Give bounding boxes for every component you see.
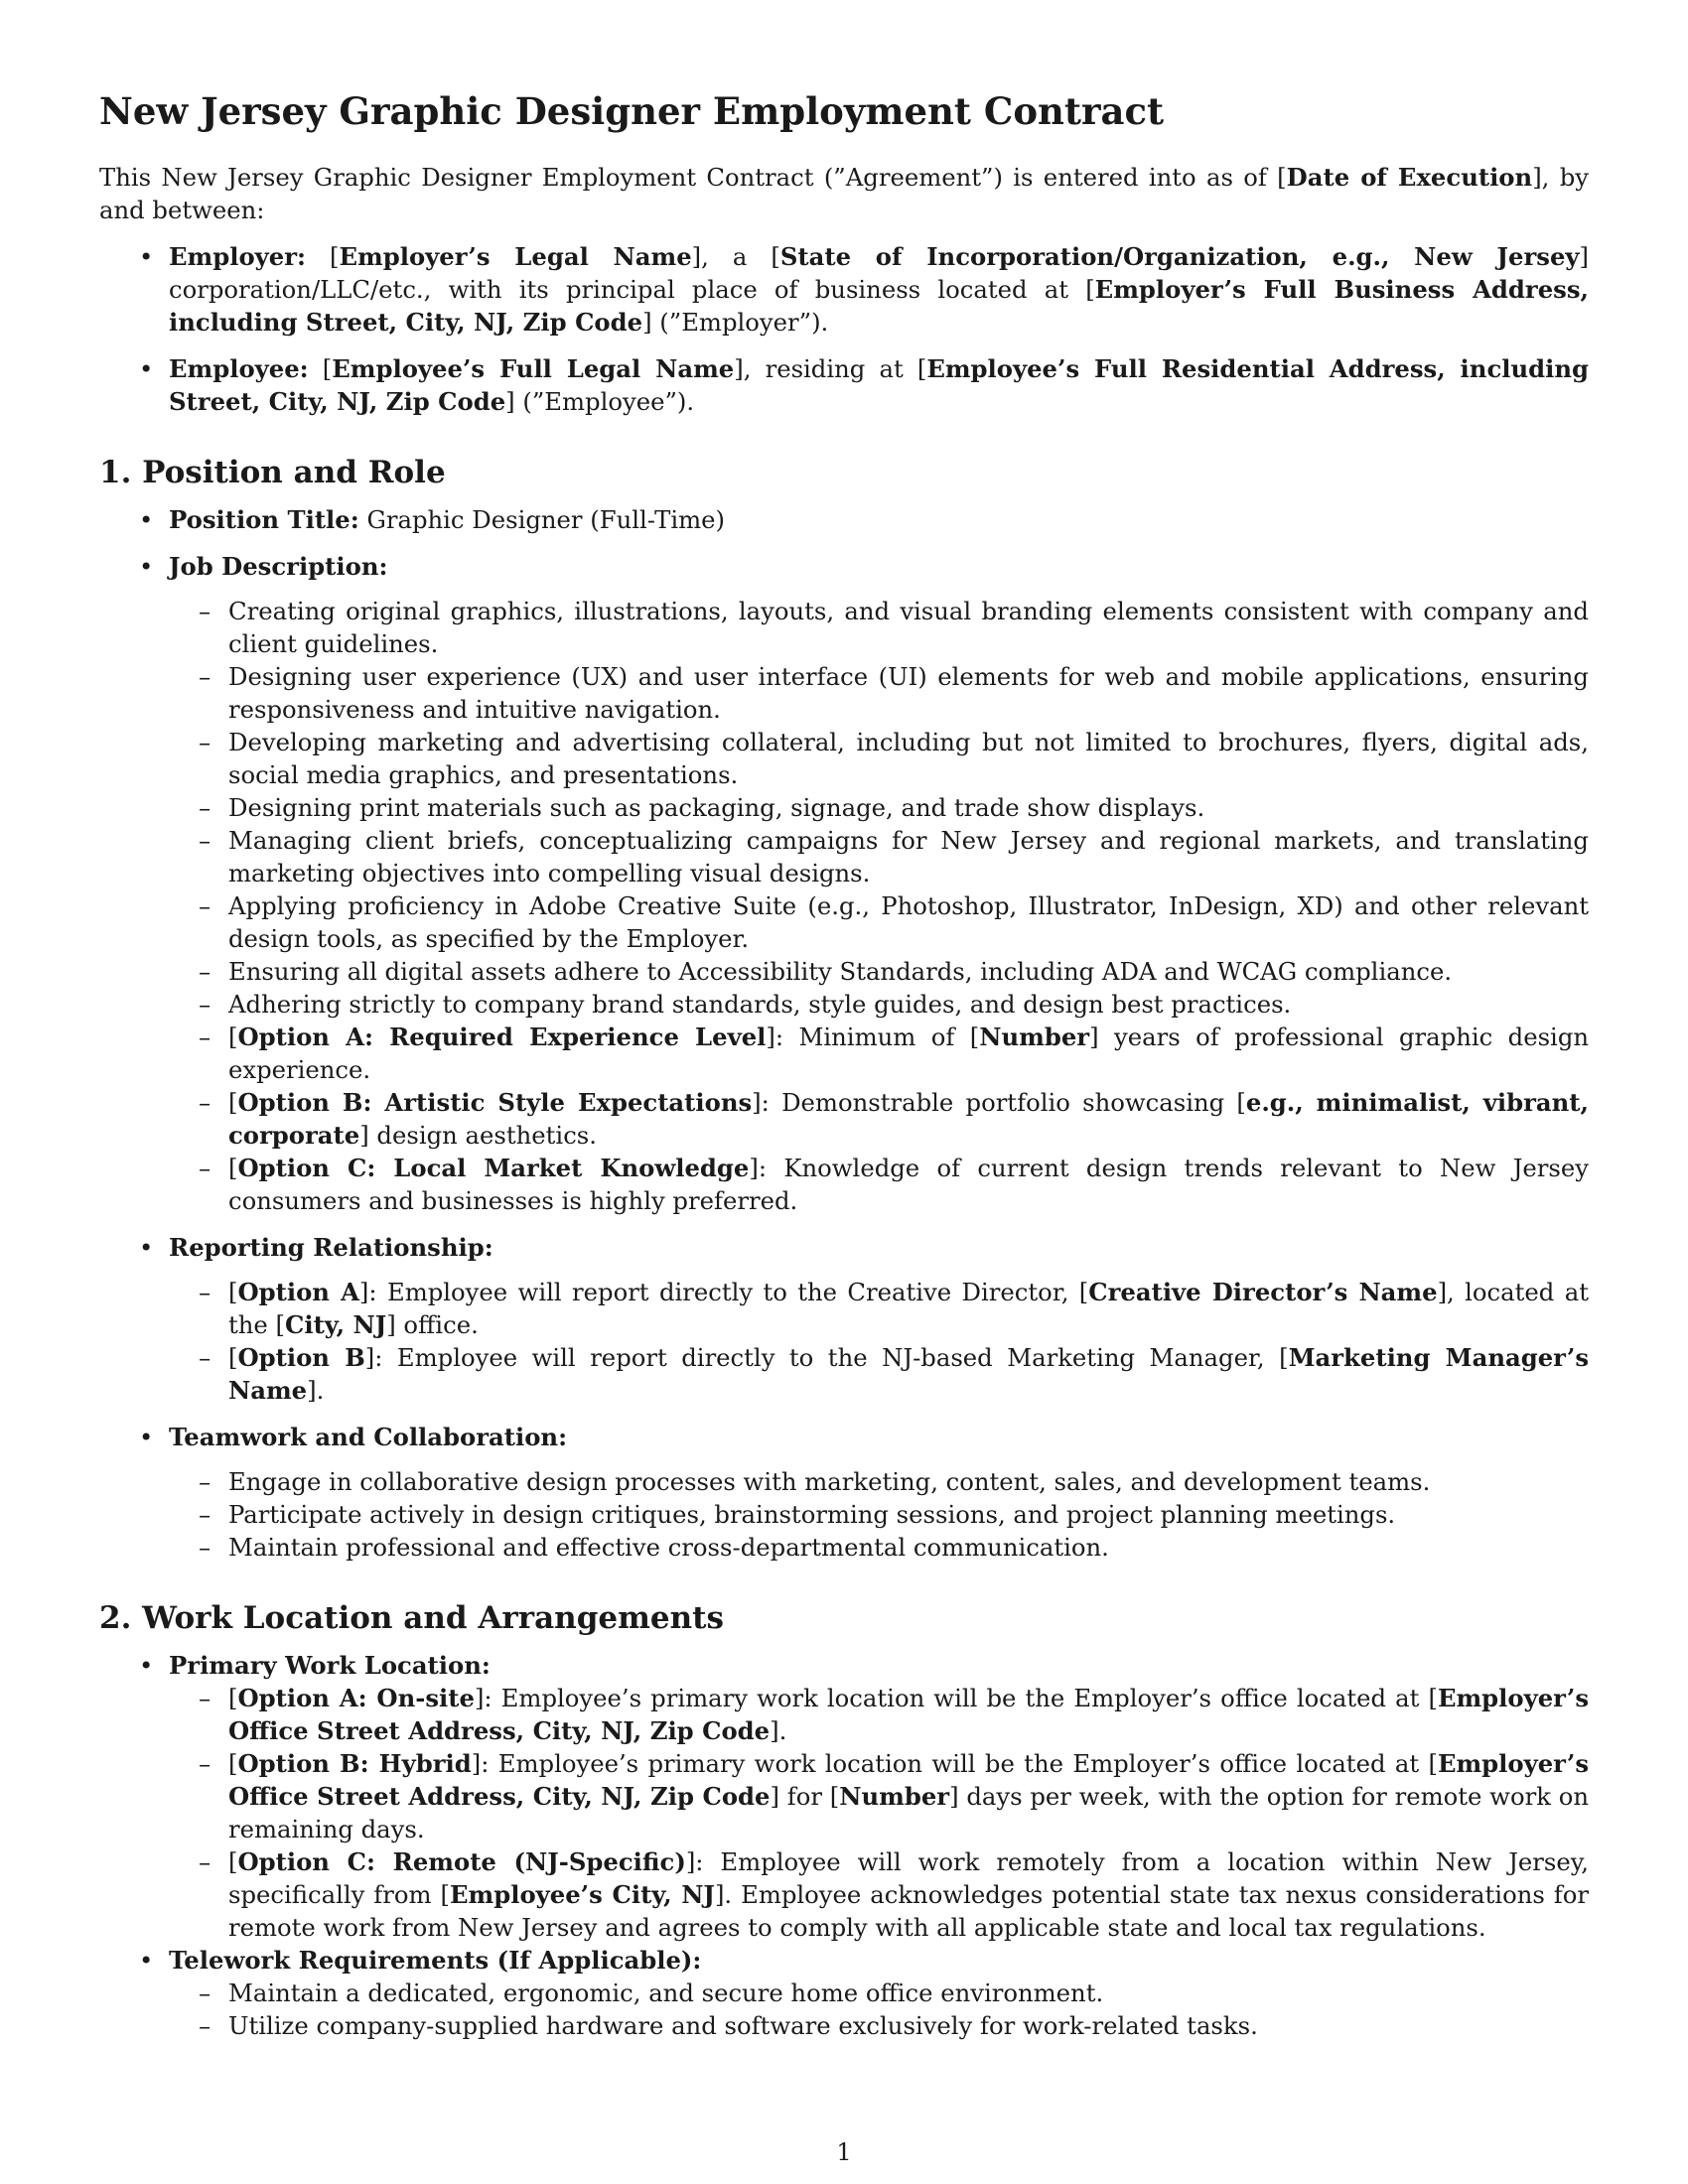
section-2-heading: 2. Work Location and Arrangements — [99, 1600, 724, 1636]
job-description-list — [169, 595, 1589, 1217]
party-label: Employee: — [169, 354, 309, 383]
option-text: ] design aesthetics. — [359, 1121, 597, 1150]
party-employer — [99, 240, 1589, 339]
option-c-market — [169, 1152, 1589, 1217]
telework-requirements-item — [99, 1944, 1589, 2042]
option-text: ]: Employee’s primary work location will be the Employer’s office located at [ — [471, 1749, 1438, 1778]
option-label: Option C: Remote (NJ-Specific) — [237, 1847, 686, 1876]
primary-work-location-item — [99, 1649, 1589, 1944]
option-text: ]: Employee will work remotely from a location within New Jersey, specifically from [ — [228, 1847, 1589, 1909]
placeholder-field: Employee’s Full Residential Address, including Street, City, NJ, Zip Code — [169, 354, 1590, 416]
option-text: [ — [228, 1088, 238, 1117]
party-text: ] (”Employer”). — [642, 308, 829, 337]
option-text: ] office. — [386, 1310, 479, 1339]
list-item: – Adhering strictly to company brand standards, style guides, and design best practices. — [169, 988, 1589, 1021]
list-item: – Creating original graphics, illustrations, layouts, and visual branding elements consistent with company and client guidelines. — [169, 595, 1589, 660]
placeholder-field: Employer’s Legal Name — [339, 242, 692, 271]
document-title: New Jersey Graphic Designer Employment Contract — [99, 89, 1165, 133]
location-option-b — [169, 1747, 1589, 1845]
option-text: ]: Employee will report directly to the NJ-based Marketing Manager, [ — [364, 1343, 1289, 1372]
option-text: [ — [228, 1023, 238, 1051]
option-text: ]. — [770, 1716, 787, 1745]
list-item: – Designing user experience (UX) and user interface (UI) elements for web and mobile applications, ensuring responsiveness and intuitive navigation. — [169, 660, 1589, 726]
party-label: Employer: — [169, 242, 306, 271]
option-label: Option B: Hybrid — [237, 1749, 472, 1778]
parties-list — [99, 240, 1589, 418]
location-option-a — [169, 1682, 1589, 1747]
list-item: – Maintain a dedicated, ergonomic, and secure home office environment. — [169, 1977, 1589, 2009]
job-description-item — [99, 550, 1589, 1217]
reporting-option-b — [169, 1341, 1589, 1407]
option-label: Option A — [237, 1278, 359, 1306]
option-text: ]: Employee’s primary work location will be the Employer’s office located at [ — [474, 1684, 1438, 1712]
location-option-c — [169, 1845, 1589, 1944]
section-2-list — [99, 1649, 1589, 2042]
option-text: ] days per week, with the option for remote work on remaining days. — [228, 1782, 1590, 1843]
party-text: [ — [306, 242, 340, 271]
item-label: Primary Work Location: — [169, 1651, 491, 1680]
item-label: Job Description: — [169, 552, 388, 581]
placeholder-field: Employer’s Office Street Address, City, NJ, Zip Code — [228, 1749, 1590, 1811]
list-item: – Applying proficiency in Adobe Creative Suite (e.g., Photoshop, Illustrator, InDesign, XD) and other relevant design tools, as specified by the Employer. — [169, 889, 1589, 955]
option-text: ]: Employee will report directly to the Creative Director, [ — [358, 1278, 1089, 1306]
reporting-relationship-item — [99, 1231, 1589, 1407]
item-label: Teamwork and Collaboration: — [169, 1423, 568, 1451]
option-text: [ — [228, 1684, 238, 1712]
reporting-list — [169, 1276, 1589, 1407]
party-text: [ — [308, 354, 333, 383]
list-item: – Designing print materials such as packaging, signage, and trade show displays. — [169, 791, 1589, 824]
list-item: – Utilize company-supplied hardware and software exclusively for work-related tasks. — [169, 2009, 1589, 2042]
placeholder-field: Number — [979, 1023, 1090, 1051]
option-b-style — [169, 1086, 1589, 1152]
option-label: Option C: Local Market Knowledge — [237, 1154, 750, 1182]
party-text: ], a [ — [691, 242, 780, 271]
option-text: [ — [228, 1343, 238, 1372]
option-text: [ — [228, 1749, 238, 1778]
contract-page — [99, 87, 1589, 2042]
item-label: Telework Requirements (If Applicable): — [169, 1946, 702, 1975]
teamwork-list — [169, 1465, 1589, 1564]
list-item: – Managing client briefs, conceptualizing campaigns for New Jersey and regional markets, and translating marketing objectives into compelling visual designs. — [169, 824, 1589, 889]
option-text: [ — [228, 1154, 238, 1182]
option-a-experience — [169, 1021, 1589, 1086]
intro-date-placeholder: Date of Execution — [1286, 163, 1533, 192]
option-label: Option A: On-site — [237, 1684, 475, 1712]
placeholder-field: e.g., minimalist, vibrant, corporate — [228, 1088, 1589, 1150]
intro-paragraph — [99, 161, 1589, 226]
option-label: Option A: Required Experience Level — [237, 1023, 767, 1051]
item-label: Reporting Relationship: — [169, 1233, 493, 1262]
option-text: ], located at the [ — [228, 1278, 1589, 1339]
placeholder-field: Number — [839, 1782, 950, 1811]
list-item: – Developing marketing and advertising collateral, including but not limited to brochures, flyers, digital ads, social media graphics, and presentations. — [169, 726, 1589, 791]
list-item: – Engage in collaborative design processes with marketing, content, sales, and development teams. — [169, 1465, 1589, 1498]
option-text: ]: Demonstrable portfolio showcasing [ — [752, 1088, 1246, 1117]
placeholder-field: Employer’s Full Business Address, including Street, City, NJ, Zip Code — [169, 275, 1589, 337]
reporting-option-a — [169, 1276, 1589, 1341]
option-label: Option B: Artistic Style Expectations — [237, 1088, 753, 1117]
list-item: – Participate actively in design critiques, brainstorming sessions, and project planning meetings. — [169, 1498, 1589, 1531]
option-text: [ — [228, 1278, 238, 1306]
placeholder-field: Employee’s City, NJ — [450, 1880, 715, 1909]
work-location-list — [169, 1682, 1589, 1944]
section-1-list — [99, 503, 1589, 1564]
telework-list — [169, 1977, 1589, 2042]
option-text: ]: Minimum of [ — [766, 1023, 980, 1051]
teamwork-item — [99, 1421, 1589, 1564]
option-text: [ — [228, 1847, 238, 1876]
placeholder-field: Marketing Manager’s Name — [228, 1343, 1589, 1405]
placeholder-field: Employer’s Office Street Address, City, NJ, Zip Code — [228, 1684, 1589, 1745]
party-text: ], residing at [ — [734, 354, 927, 383]
item-label: Position Title: — [169, 505, 359, 534]
party-text: ] corporation/LLC/etc., with its principal place of business located at [ — [169, 242, 1590, 304]
intro-text: This New Jersey Graphic Designer Employment Contract (”Agreement”) is entered into as of [ — [99, 163, 1287, 192]
option-text: ]. Employee acknowledges potential state tax nexus considerations for remote work from New Jersey and agrees to comply with all applicable state and local tax regulations. — [228, 1880, 1589, 1942]
option-text: ] years of professional graphic design experience. — [228, 1023, 1590, 1084]
option-text: ]. — [307, 1376, 325, 1405]
intro-text: ], by and between: — [99, 163, 1589, 224]
option-label: Option B — [237, 1343, 365, 1372]
position-title-item — [99, 503, 1589, 536]
placeholder-field: Employee’s Full Legal Name — [332, 354, 735, 383]
list-item: – Ensuring all digital assets adhere to Accessibility Standards, including ADA and WCAG compliance. — [169, 955, 1589, 988]
option-text: ] for [ — [770, 1782, 840, 1811]
placeholder-field: Creative Director’s Name — [1088, 1278, 1438, 1306]
item-value: Graphic Designer (Full-Time) — [358, 505, 726, 534]
page-number: 1 — [836, 2138, 852, 2166]
party-employee — [99, 352, 1589, 418]
party-text: ] (”Employee”). — [505, 387, 695, 416]
option-text: ]: Knowledge of current design trends relevant to New Jersey consumers and businesses is highly preferred. — [228, 1154, 1589, 1215]
placeholder-field: City, NJ — [285, 1310, 387, 1339]
placeholder-field: State of Incorporation/Organization, e.g., New Jersey — [779, 242, 1580, 271]
section-1-heading: 1. Position and Role — [99, 455, 446, 490]
list-item: – Maintain professional and effective cross-departmental communication. — [169, 1531, 1589, 1564]
